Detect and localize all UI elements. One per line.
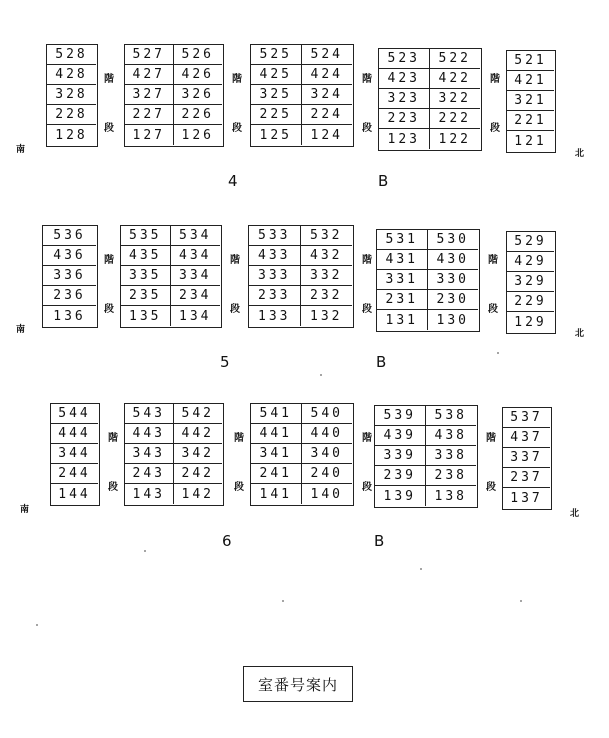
building-number: 5: [220, 353, 230, 371]
stair-label-bottom: 段: [362, 123, 372, 134]
room-cell: 540: [302, 404, 353, 424]
room-group: [124, 403, 224, 506]
room-cell: 139: [375, 486, 426, 506]
room-cell: 434: [171, 246, 221, 266]
room-cell: 231: [377, 290, 428, 310]
room-cell: 432: [301, 246, 353, 266]
room-cell: 236: [43, 286, 96, 306]
building-letter: B: [376, 353, 387, 371]
room-cell: 535: [121, 226, 171, 246]
room-group: [374, 405, 478, 508]
room-cell: 429: [507, 252, 554, 272]
stair-label-bottom: 段: [234, 482, 244, 493]
room-cell: 224: [302, 105, 353, 125]
stair-label-bottom: 段: [490, 123, 500, 134]
room-cell: 240: [302, 464, 353, 484]
room-cell: 325: [251, 85, 302, 105]
room-cell: 226: [174, 105, 223, 125]
south-label: 南: [16, 145, 26, 155]
room-cell: 326: [174, 85, 223, 105]
room-cell: 122: [438, 131, 471, 147]
room-cell: 136: [53, 308, 86, 324]
scan-speck: [36, 624, 38, 626]
stair-label-bottom: 段: [362, 304, 372, 315]
room-cell: 522: [430, 49, 481, 69]
room-cell: 331: [377, 270, 428, 290]
page-title-text: 室番号案内: [257, 675, 338, 694]
room-cell: 335: [121, 266, 171, 286]
room-cell: 244: [51, 464, 98, 484]
stair-label-top: 階: [234, 433, 244, 444]
room-cell: 525: [251, 45, 302, 65]
room-cell: 241: [251, 464, 302, 484]
room-cell: 336: [43, 266, 96, 286]
room-group: [50, 403, 100, 506]
room-cell: 324: [302, 85, 353, 105]
room-cell: 536: [43, 226, 96, 246]
room-cell: 543: [125, 404, 174, 424]
room-cell: 127: [125, 125, 174, 145]
room-cell: 427: [125, 65, 174, 85]
room-cell: 528: [47, 45, 96, 65]
stair-label-top: 階: [104, 74, 114, 85]
room-cell: 343: [125, 444, 174, 464]
room-cell: 431: [377, 250, 428, 270]
room-cell: 340: [302, 444, 353, 464]
room-group: [46, 44, 98, 147]
room-group: [250, 403, 354, 506]
room-cell: 128: [55, 127, 88, 143]
room-group: [378, 48, 482, 151]
room-cell: 131: [377, 310, 428, 330]
room-cell: 421: [507, 71, 554, 91]
room-cell: 230: [428, 290, 479, 310]
room-cell: 344: [51, 444, 98, 464]
stair-label-bottom: 段: [362, 482, 372, 493]
room-cell: 430: [428, 250, 479, 270]
room-cell: 338: [426, 446, 477, 466]
stair-label-bottom: 段: [104, 123, 114, 134]
room-cell: 444: [51, 424, 98, 444]
room-cell: 124: [310, 127, 343, 143]
room-cell: 342: [174, 444, 223, 464]
room-cell: 142: [181, 486, 214, 502]
room-cell: 439: [375, 426, 426, 446]
stair-label-top: 階: [108, 433, 118, 444]
room-cell: 140: [310, 486, 343, 502]
room-cell: 333: [249, 266, 301, 286]
room-cell: 222: [430, 109, 481, 129]
room-cell: 537: [503, 408, 550, 428]
room-cell: 339: [375, 446, 426, 466]
room-cell: 237: [503, 468, 550, 488]
room-cell: 125: [251, 125, 302, 145]
room-cell: 524: [302, 45, 353, 65]
room-cell: 521: [507, 51, 554, 71]
room-cell: 542: [174, 404, 223, 424]
room-cell: 322: [430, 89, 481, 109]
room-cell: 228: [47, 105, 96, 125]
room-cell: 329: [507, 272, 554, 292]
stair-label-bottom: 段: [104, 304, 114, 315]
scan-speck: [420, 568, 422, 570]
room-group: [502, 407, 552, 510]
room-cell: 221: [507, 111, 554, 131]
room-group: [250, 44, 354, 147]
room-cell: 132: [310, 308, 343, 324]
room-cell: 341: [251, 444, 302, 464]
room-cell: 238: [426, 466, 477, 486]
room-cell: 437: [503, 428, 550, 448]
stair-label-top: 階: [486, 433, 496, 444]
room-group: [42, 225, 98, 328]
stair-label-top: 階: [362, 433, 372, 444]
building-number: 4: [228, 172, 238, 190]
room-cell: 143: [125, 484, 174, 504]
north-label: 北: [575, 329, 585, 339]
stair-label-bottom: 段: [230, 304, 240, 315]
room-cell: 243: [125, 464, 174, 484]
room-cell: 126: [181, 127, 214, 143]
building-letter: B: [374, 532, 385, 550]
room-group: [506, 50, 556, 153]
room-cell: 534: [171, 226, 221, 246]
room-cell: 443: [125, 424, 174, 444]
stair-label-top: 階: [490, 74, 500, 85]
room-cell: 526: [174, 45, 223, 65]
room-cell: 233: [249, 286, 301, 306]
room-cell: 327: [125, 85, 174, 105]
room-cell: 530: [428, 230, 479, 250]
room-cell: 428: [47, 65, 96, 85]
room-cell: 134: [179, 308, 212, 324]
room-group: [120, 225, 222, 328]
stair-label-top: 階: [362, 74, 372, 85]
room-cell: 541: [251, 404, 302, 424]
room-cell: 227: [125, 105, 174, 125]
room-cell: 533: [249, 226, 301, 246]
stair-label-top: 階: [232, 74, 242, 85]
north-label: 北: [570, 509, 580, 519]
room-cell: 440: [302, 424, 353, 444]
room-group: [248, 225, 354, 328]
scan-speck: [144, 550, 146, 552]
room-cell: 323: [379, 89, 430, 109]
room-cell: 133: [249, 306, 301, 326]
room-cell: 424: [302, 65, 353, 85]
room-cell: 135: [121, 306, 171, 326]
room-cell: 441: [251, 424, 302, 444]
room-cell: 332: [301, 266, 353, 286]
room-cell: 538: [426, 406, 477, 426]
stair-label-bottom: 段: [232, 123, 242, 134]
south-label: 南: [16, 325, 26, 335]
stair-label-bottom: 段: [108, 482, 118, 493]
room-cell: 438: [426, 426, 477, 446]
room-cell: 544: [51, 404, 98, 424]
scan-speck: [320, 374, 322, 376]
stair-label-top: 階: [362, 255, 372, 266]
building-number: 6: [222, 532, 232, 550]
room-cell: 129: [514, 314, 547, 330]
room-group: [124, 44, 224, 147]
room-cell: 144: [58, 486, 91, 502]
room-cell: 242: [174, 464, 223, 484]
stair-label-bottom: 段: [486, 482, 496, 493]
page-title: [243, 666, 353, 702]
room-group: [376, 229, 480, 332]
room-cell: 141: [251, 484, 302, 504]
room-cell: 422: [430, 69, 481, 89]
room-cell: 321: [507, 91, 554, 111]
room-cell: 523: [379, 49, 430, 69]
room-group: [506, 231, 556, 334]
north-label: 北: [575, 149, 585, 159]
stair-label-top: 階: [488, 255, 498, 266]
room-cell: 539: [375, 406, 426, 426]
room-cell: 123: [379, 129, 430, 149]
room-cell: 234: [171, 286, 221, 306]
room-cell: 531: [377, 230, 428, 250]
room-cell: 229: [507, 292, 554, 312]
room-cell: 328: [47, 85, 96, 105]
room-cell: 529: [507, 232, 554, 252]
room-cell: 223: [379, 109, 430, 129]
room-cell: 225: [251, 105, 302, 125]
stair-label-bottom: 段: [488, 304, 498, 315]
room-cell: 435: [121, 246, 171, 266]
room-cell: 334: [171, 266, 221, 286]
room-cell: 235: [121, 286, 171, 306]
room-cell: 138: [434, 488, 467, 504]
room-cell: 426: [174, 65, 223, 85]
room-cell: 532: [301, 226, 353, 246]
room-cell: 442: [174, 424, 223, 444]
room-cell: 337: [503, 448, 550, 468]
stair-label-top: 階: [230, 255, 240, 266]
room-cell: 425: [251, 65, 302, 85]
room-cell: 121: [514, 133, 547, 149]
room-cell: 330: [428, 270, 479, 290]
room-cell: 436: [43, 246, 96, 266]
room-cell: 423: [379, 69, 430, 89]
room-cell: 239: [375, 466, 426, 486]
stair-label-top: 階: [104, 255, 114, 266]
room-cell: 433: [249, 246, 301, 266]
room-cell: 130: [436, 312, 469, 328]
room-cell: 527: [125, 45, 174, 65]
building-letter: B: [378, 172, 389, 190]
scan-speck: [520, 600, 522, 602]
south-label: 南: [20, 505, 30, 515]
room-cell: 232: [301, 286, 353, 306]
room-cell: 137: [510, 490, 543, 506]
scan-speck: [282, 600, 284, 602]
scan-speck: [497, 352, 499, 354]
